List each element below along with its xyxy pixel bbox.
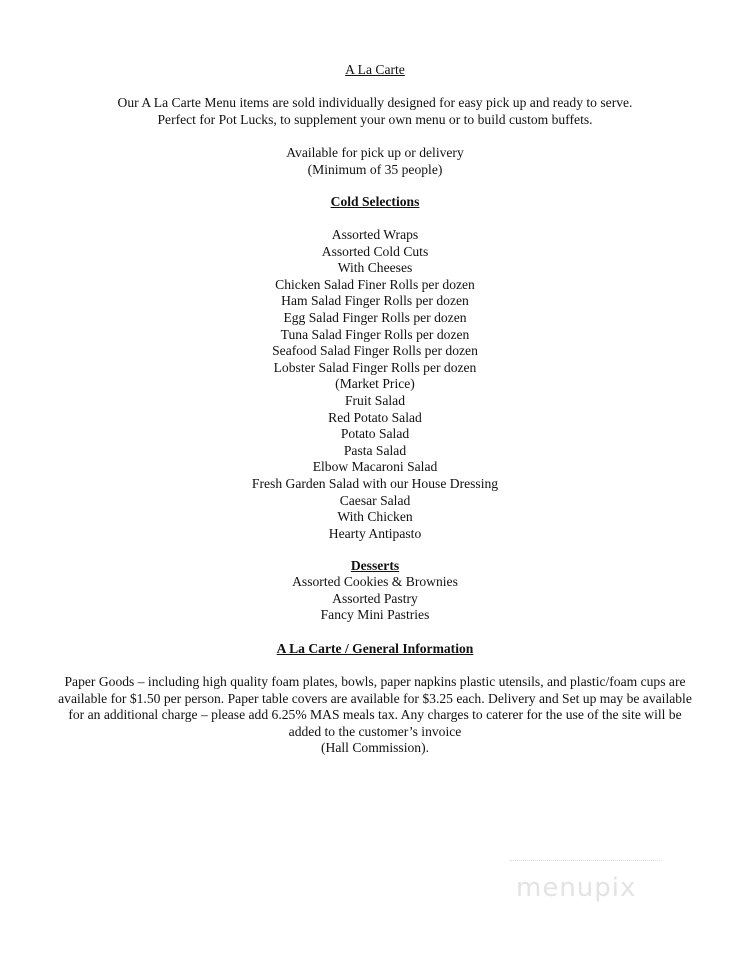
list-item: Egg Salad Finger Rolls per dozen	[283, 309, 467, 325]
list-item: Hearty Antipasto	[328, 525, 422, 541]
list-item: Assorted Cold Cuts	[321, 243, 429, 259]
list-item: Ham Salad Finger Rolls per dozen	[281, 293, 469, 309]
intro-line: Perfect for Pot Lucks, to supplement your own menu or to build custom buffets.	[157, 111, 593, 127]
list-item: (Market Price)	[335, 376, 415, 392]
watermark-divider	[510, 860, 660, 861]
general-info-line: for an additional charge – please add 6.25% MAS meals tax. Any charges to caterer for the use of the site will be	[68, 707, 682, 723]
list-item: Tuna Salad Finger Rolls per dozen	[280, 326, 470, 342]
availability-line: Available for pick up or delivery	[286, 145, 464, 160]
cold-selections-list	[0, 227, 750, 542]
intro-line: Our A La Carte Menu items are sold individually designed for easy pick up and ready to serve.	[117, 95, 633, 110]
list-item: Assorted Pastry	[332, 590, 418, 606]
list-item: Chicken Salad Finer Rolls per dozen	[275, 276, 475, 292]
list-item: Assorted Cookies & Brownies	[292, 574, 458, 589]
list-item: With Chicken	[337, 509, 413, 525]
list-item: Fancy Mini Pastries	[320, 607, 430, 623]
list-item: Caesar Salad	[339, 492, 411, 508]
general-info-line: added to the customer’s invoice	[288, 723, 462, 739]
availability-note	[0, 145, 750, 178]
list-item: Red Potato Salad	[328, 409, 422, 425]
list-item: Fresh Garden Salad with our House Dressing	[251, 475, 499, 491]
list-item: Potato Salad	[340, 426, 410, 442]
minimum-note: (Minimum of 35 people)	[307, 161, 443, 177]
list-item: Fruit Salad	[344, 392, 406, 408]
general-info-line: Paper Goods – including high quality foam plates, bowls, paper napkins plastic utensils, and plastic/foam cups are	[64, 674, 686, 689]
list-item: Seafood Salad Finger Rolls per dozen	[272, 343, 478, 359]
list-item: With Cheeses	[337, 260, 413, 276]
page-title: A La Carte	[345, 62, 405, 77]
intro-paragraph	[0, 95, 750, 128]
general-information-heading: A La Carte / General Information	[276, 641, 474, 656]
menupix-watermark	[510, 855, 660, 915]
list-item: Lobster Salad Finger Rolls per dozen	[273, 359, 477, 375]
list-item: Elbow Macaroni Salad	[312, 459, 438, 475]
watermark-logo: menupix	[516, 873, 637, 903]
list-item: Pasta Salad	[343, 442, 407, 458]
cold-selections-heading: Cold Selections	[330, 194, 420, 209]
general-info-line: available for $1.50 per person. Paper table covers are available for $3.25 each. Delivery and Set up may be available	[58, 690, 692, 706]
general-info-line: (Hall Commission).	[321, 740, 429, 756]
list-item: Assorted Wraps	[331, 227, 419, 242]
general-information-paragraph	[40, 674, 710, 757]
desserts-heading: Desserts	[350, 558, 400, 573]
desserts-list	[0, 574, 750, 624]
